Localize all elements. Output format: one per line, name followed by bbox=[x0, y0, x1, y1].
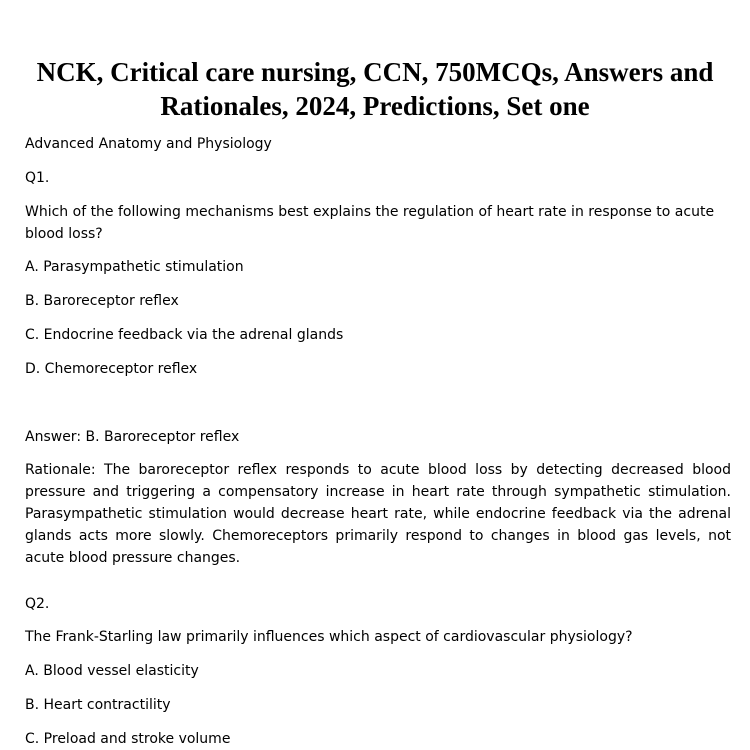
question-2-stem: The Frank-Starling law primarily influences which aspect of cardiovascular physiology? bbox=[25, 629, 633, 645]
question-2-option-b: B. Heart contractility bbox=[25, 697, 171, 713]
question-1-answer: Answer: B. Baroreceptor reflex bbox=[25, 429, 240, 445]
question-1-stem: Which of the following mechanisms best explains the regulation of heart rate in response to acute blood loss? bbox=[25, 204, 715, 242]
question-1-option-d: D. Chemoreceptor reflex bbox=[25, 361, 198, 377]
question-1-option-c: C. Endocrine feedback via the adrenal glands bbox=[25, 327, 344, 343]
document-title: NCK, Critical care nursing, CCN, 750MCQs, Answers and Rationales, 2024, Predictions, Set one bbox=[36, 57, 714, 121]
section-heading: Advanced Anatomy and Physiology bbox=[25, 136, 272, 152]
question-1-rationale: Rationale: The baroreceptor reflex responds to acute blood loss by detecting decreased blood pressure and triggering a compensatory increase in heart rate through sympathetic stimulation. Parasympathetic stimulation would decrease heart rate, while endocrine feedback via the adrenal glands acts more slowly. Chemoreceptors primarily respond to changes in blood gas levels, not acute blood pressure changes. bbox=[25, 462, 731, 566]
question-2-label: Q2. bbox=[25, 596, 50, 612]
question-1-option-a: A. Parasympathetic stimulation bbox=[25, 259, 244, 275]
question-2-option-c: C. Preload and stroke volume bbox=[25, 731, 231, 747]
question-1-option-b: B. Baroreceptor reflex bbox=[25, 293, 179, 309]
question-1-label: Q1. bbox=[25, 170, 50, 186]
question-2-option-a: A. Blood vessel elasticity bbox=[25, 663, 199, 679]
